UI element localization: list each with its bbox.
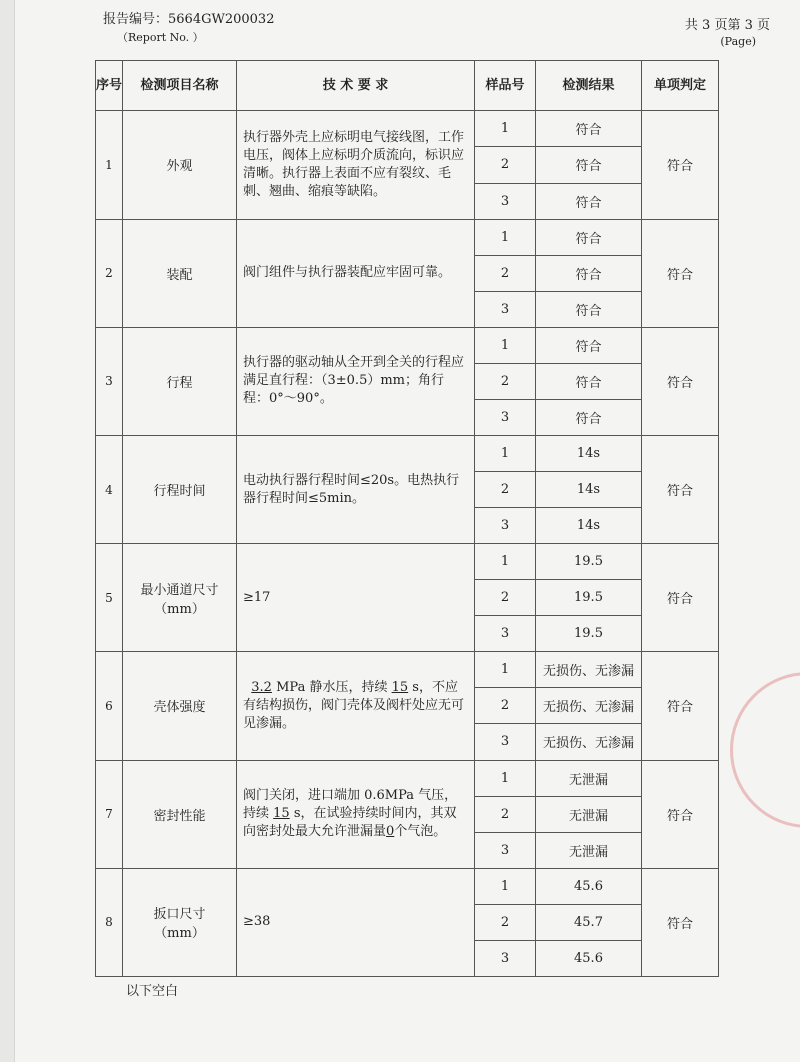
req-duration: 15 [273, 806, 290, 822]
sample-id: 3 [475, 940, 536, 976]
sample-result: 符合 [536, 363, 642, 399]
row-number: 6 [96, 652, 123, 760]
sample-id: 2 [475, 796, 536, 832]
sample-result: 符合 [536, 255, 642, 291]
page-info: 共 3 页第 3 页 [684, 18, 770, 33]
sample-id: 2 [475, 580, 536, 616]
sample-result: 19.5 [536, 616, 642, 652]
page-info-block [685, 14, 770, 48]
sample-result: 45.7 [536, 904, 642, 940]
sample-result: 19.5 [536, 544, 642, 580]
row-number: 3 [96, 327, 123, 435]
row-number: 8 [96, 868, 123, 976]
sample-id: 1 [475, 760, 536, 796]
requirement-text [237, 652, 475, 760]
sample-id: 2 [475, 688, 536, 724]
sample-result: 14s [536, 472, 642, 508]
sample-id: 1 [475, 327, 536, 363]
sample-id: 3 [475, 291, 536, 327]
row-number: 2 [96, 219, 123, 327]
row-number: 7 [96, 760, 123, 868]
row-number: 4 [96, 435, 123, 543]
sample-id: 1 [475, 868, 536, 904]
req-text-2: s，在试验持续时间内，其双向密封处最大允许泄漏量 [243, 806, 457, 840]
item-name: 装配 [123, 219, 237, 327]
table-row [96, 111, 719, 147]
sample-result: 符合 [536, 147, 642, 183]
item-name: 外观 [123, 111, 237, 219]
sample-result: 14s [536, 435, 642, 471]
judgement: 符合 [642, 327, 719, 435]
sample-result: 符合 [536, 183, 642, 219]
requirement-text [237, 760, 475, 868]
sample-result: 无泄漏 [536, 796, 642, 832]
req-text-1: MPa 静水压，持续 [276, 679, 388, 695]
sample-result: 无泄漏 [536, 760, 642, 796]
sample-id: 1 [475, 435, 536, 471]
judgement: 符合 [642, 435, 719, 543]
table-row [96, 327, 719, 363]
requirement-text: 电动执行器行程时间≤20s。电热执行器行程时间≤5min。 [237, 435, 475, 543]
req-pressure: 3.2 [251, 679, 272, 695]
sample-id: 3 [475, 508, 536, 544]
judgement: 符合 [642, 868, 719, 976]
judgement: 符合 [642, 111, 719, 219]
sample-result: 符合 [536, 111, 642, 147]
req-text-1: 阀门关闭，进口端加 0.6MPa 气压，持续 [243, 788, 458, 822]
item-name-text: 最小通道尺寸 [140, 582, 219, 598]
header-result: 检测结果 [536, 61, 642, 111]
sample-result: 符合 [536, 291, 642, 327]
judgement: 符合 [642, 219, 719, 327]
report-number-en: （Report No. ） [117, 31, 204, 44]
item-name: 密封性能 [123, 760, 237, 868]
sample-result: 45.6 [536, 868, 642, 904]
table-row [96, 219, 719, 255]
table-row [96, 868, 719, 904]
table-row [96, 760, 719, 796]
item-name: 壳体强度 [123, 652, 237, 760]
sample-result: 符合 [536, 327, 642, 363]
sample-result: 符合 [536, 219, 642, 255]
sample-id: 2 [475, 363, 536, 399]
report-number-block [103, 8, 274, 45]
header-item: 检测项目名称 [123, 61, 237, 111]
judgement: 符合 [642, 760, 719, 868]
table-row [96, 652, 719, 688]
sample-id: 1 [475, 652, 536, 688]
item-name: 行程 [123, 327, 237, 435]
req-duration: 15 [391, 679, 409, 695]
header-judgement: 单项判定 [642, 61, 719, 111]
scan-page-edge [0, 0, 14, 1062]
requirement-text: 执行器的驱动轴从全开到全关的行程应满足直行程：（3±0.5）mm；角行程：0°～90°。 [237, 327, 475, 435]
judgement: 符合 [642, 652, 719, 760]
blank-below-note: 以下空白 [126, 984, 179, 999]
item-name-text: 扳口尺寸 [153, 907, 206, 923]
sample-result: 无泄漏 [536, 832, 642, 868]
item-unit: （mm） [154, 601, 205, 617]
item-name [123, 868, 237, 976]
table-row [96, 544, 719, 580]
requirement-text: 执行器外壳上应标明电气接线图，工作电压，阀体上应标明介质流向，标识应清晰。执行器上表面不应有裂纹、毛刺、翘曲、缩痕等缺陷。 [237, 111, 475, 219]
row-number: 1 [96, 111, 123, 219]
sample-id: 1 [475, 219, 536, 255]
scan-page-edge-line [14, 0, 15, 1062]
sample-result: 45.6 [536, 940, 642, 976]
page-info-en: (Page) [720, 35, 756, 48]
report-number-label: 报告编号： [103, 12, 169, 27]
row-number: 5 [96, 544, 123, 652]
sample-id: 3 [475, 832, 536, 868]
sample-result: 符合 [536, 399, 642, 435]
header-sample: 样品号 [475, 61, 536, 111]
sample-id: 3 [475, 183, 536, 219]
sample-result: 无损伤、无渗漏 [536, 652, 642, 688]
table-header-row [96, 61, 719, 111]
table-row [96, 435, 719, 471]
sample-id: 2 [475, 904, 536, 940]
requirement-text: ≥17 [237, 544, 475, 652]
sample-id: 1 [475, 111, 536, 147]
header-seq: 序号 [96, 61, 123, 111]
header-requirement: 技 术 要 求 [237, 61, 475, 111]
req-bubbles: 0 [386, 824, 395, 840]
sample-id: 1 [475, 544, 536, 580]
sample-result: 19.5 [536, 580, 642, 616]
sample-result: 无损伤、无渗漏 [536, 688, 642, 724]
report-number: 5664GW200032 [168, 12, 275, 27]
judgement: 符合 [642, 544, 719, 652]
sample-result: 14s [536, 508, 642, 544]
item-name [123, 544, 237, 652]
sample-id: 2 [475, 147, 536, 183]
requirement-text: 阀门组件与执行器装配应牢固可靠。 [237, 219, 475, 327]
req-text-2: s，不应有结构损伤，阀门壳体及阀杆处应无可见渗漏。 [243, 679, 465, 731]
sample-id: 3 [475, 724, 536, 760]
req-text-3: 个气泡。 [394, 824, 447, 840]
sample-id: 2 [475, 255, 536, 291]
official-seal-stamp [730, 672, 800, 828]
sample-id: 2 [475, 472, 536, 508]
inspection-table [95, 60, 719, 977]
sample-result: 无损伤、无渗漏 [536, 724, 642, 760]
sample-id: 3 [475, 616, 536, 652]
sample-id: 3 [475, 399, 536, 435]
item-name: 行程时间 [123, 435, 237, 543]
item-unit: （mm） [154, 926, 205, 942]
requirement-text: ≥38 [237, 868, 475, 976]
